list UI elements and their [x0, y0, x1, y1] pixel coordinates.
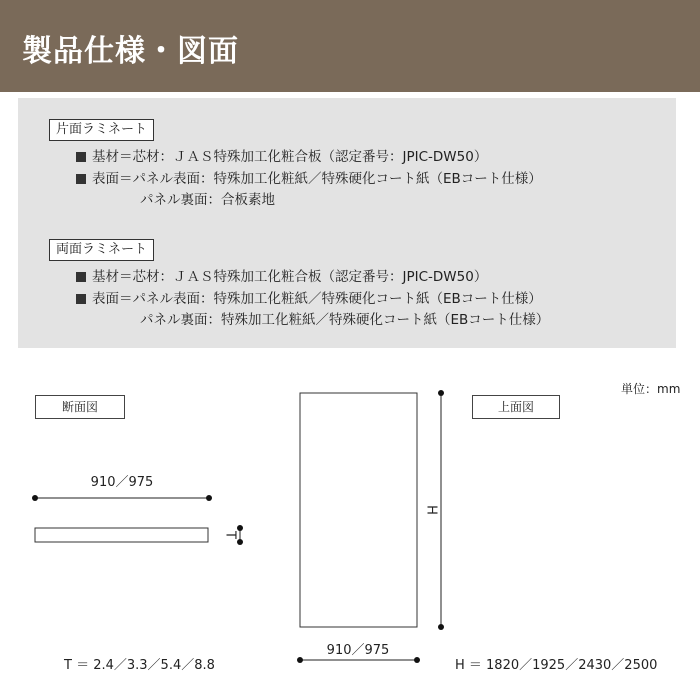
thickness-values: T ＝ 2.4／3.3／5.4／8.8	[64, 658, 215, 673]
thickness-symbol: T	[222, 531, 238, 539]
section-thickness-dimension	[223, 525, 244, 545]
unit-label: 単位：mm	[621, 382, 681, 396]
double-laminate-label: 両面ラミネート	[49, 239, 154, 261]
top-panel-shape	[300, 393, 417, 627]
top-width-dimension	[297, 643, 420, 663]
double-back-text: パネル裏面：特殊加工化粧紙／特殊硬化コート紙（EBコート仕様）	[140, 312, 550, 328]
single-laminate-label: 片面ラミネート	[49, 119, 154, 141]
section-view-label: 断面図	[35, 395, 125, 419]
section-panel-shape	[35, 528, 208, 542]
height-symbol: H	[423, 505, 439, 515]
page-title: 製品仕様・図面	[22, 34, 239, 69]
top-width-text: 910／975	[326, 643, 390, 658]
single-base-text: 基材＝芯材：ＪＡＳ特殊加工化粧合板（認定番号：JPIC-DW50）	[92, 149, 488, 165]
double-base-text: 基材＝芯材：ＪＡＳ特殊加工化粧合板（認定番号：JPIC-DW50）	[92, 269, 488, 285]
section-width-dimension	[32, 475, 212, 501]
double-surface-text: 表面＝パネル表面：特殊加工化粧紙／特殊硬化コート紙（EBコート仕様）	[92, 290, 542, 307]
section-width-text: 910／975	[90, 475, 154, 490]
single-surface-text: 表面＝パネル表面：特殊加工化粧紙／特殊硬化コート紙（EBコート仕様）	[92, 170, 542, 187]
height-values: H ＝ 1820／1925／2430／2500	[455, 658, 658, 673]
top-height-dimension	[424, 390, 445, 630]
single-back-text: パネル裏面：合板素地	[140, 192, 275, 208]
top-view-label: 上面図	[472, 395, 560, 419]
